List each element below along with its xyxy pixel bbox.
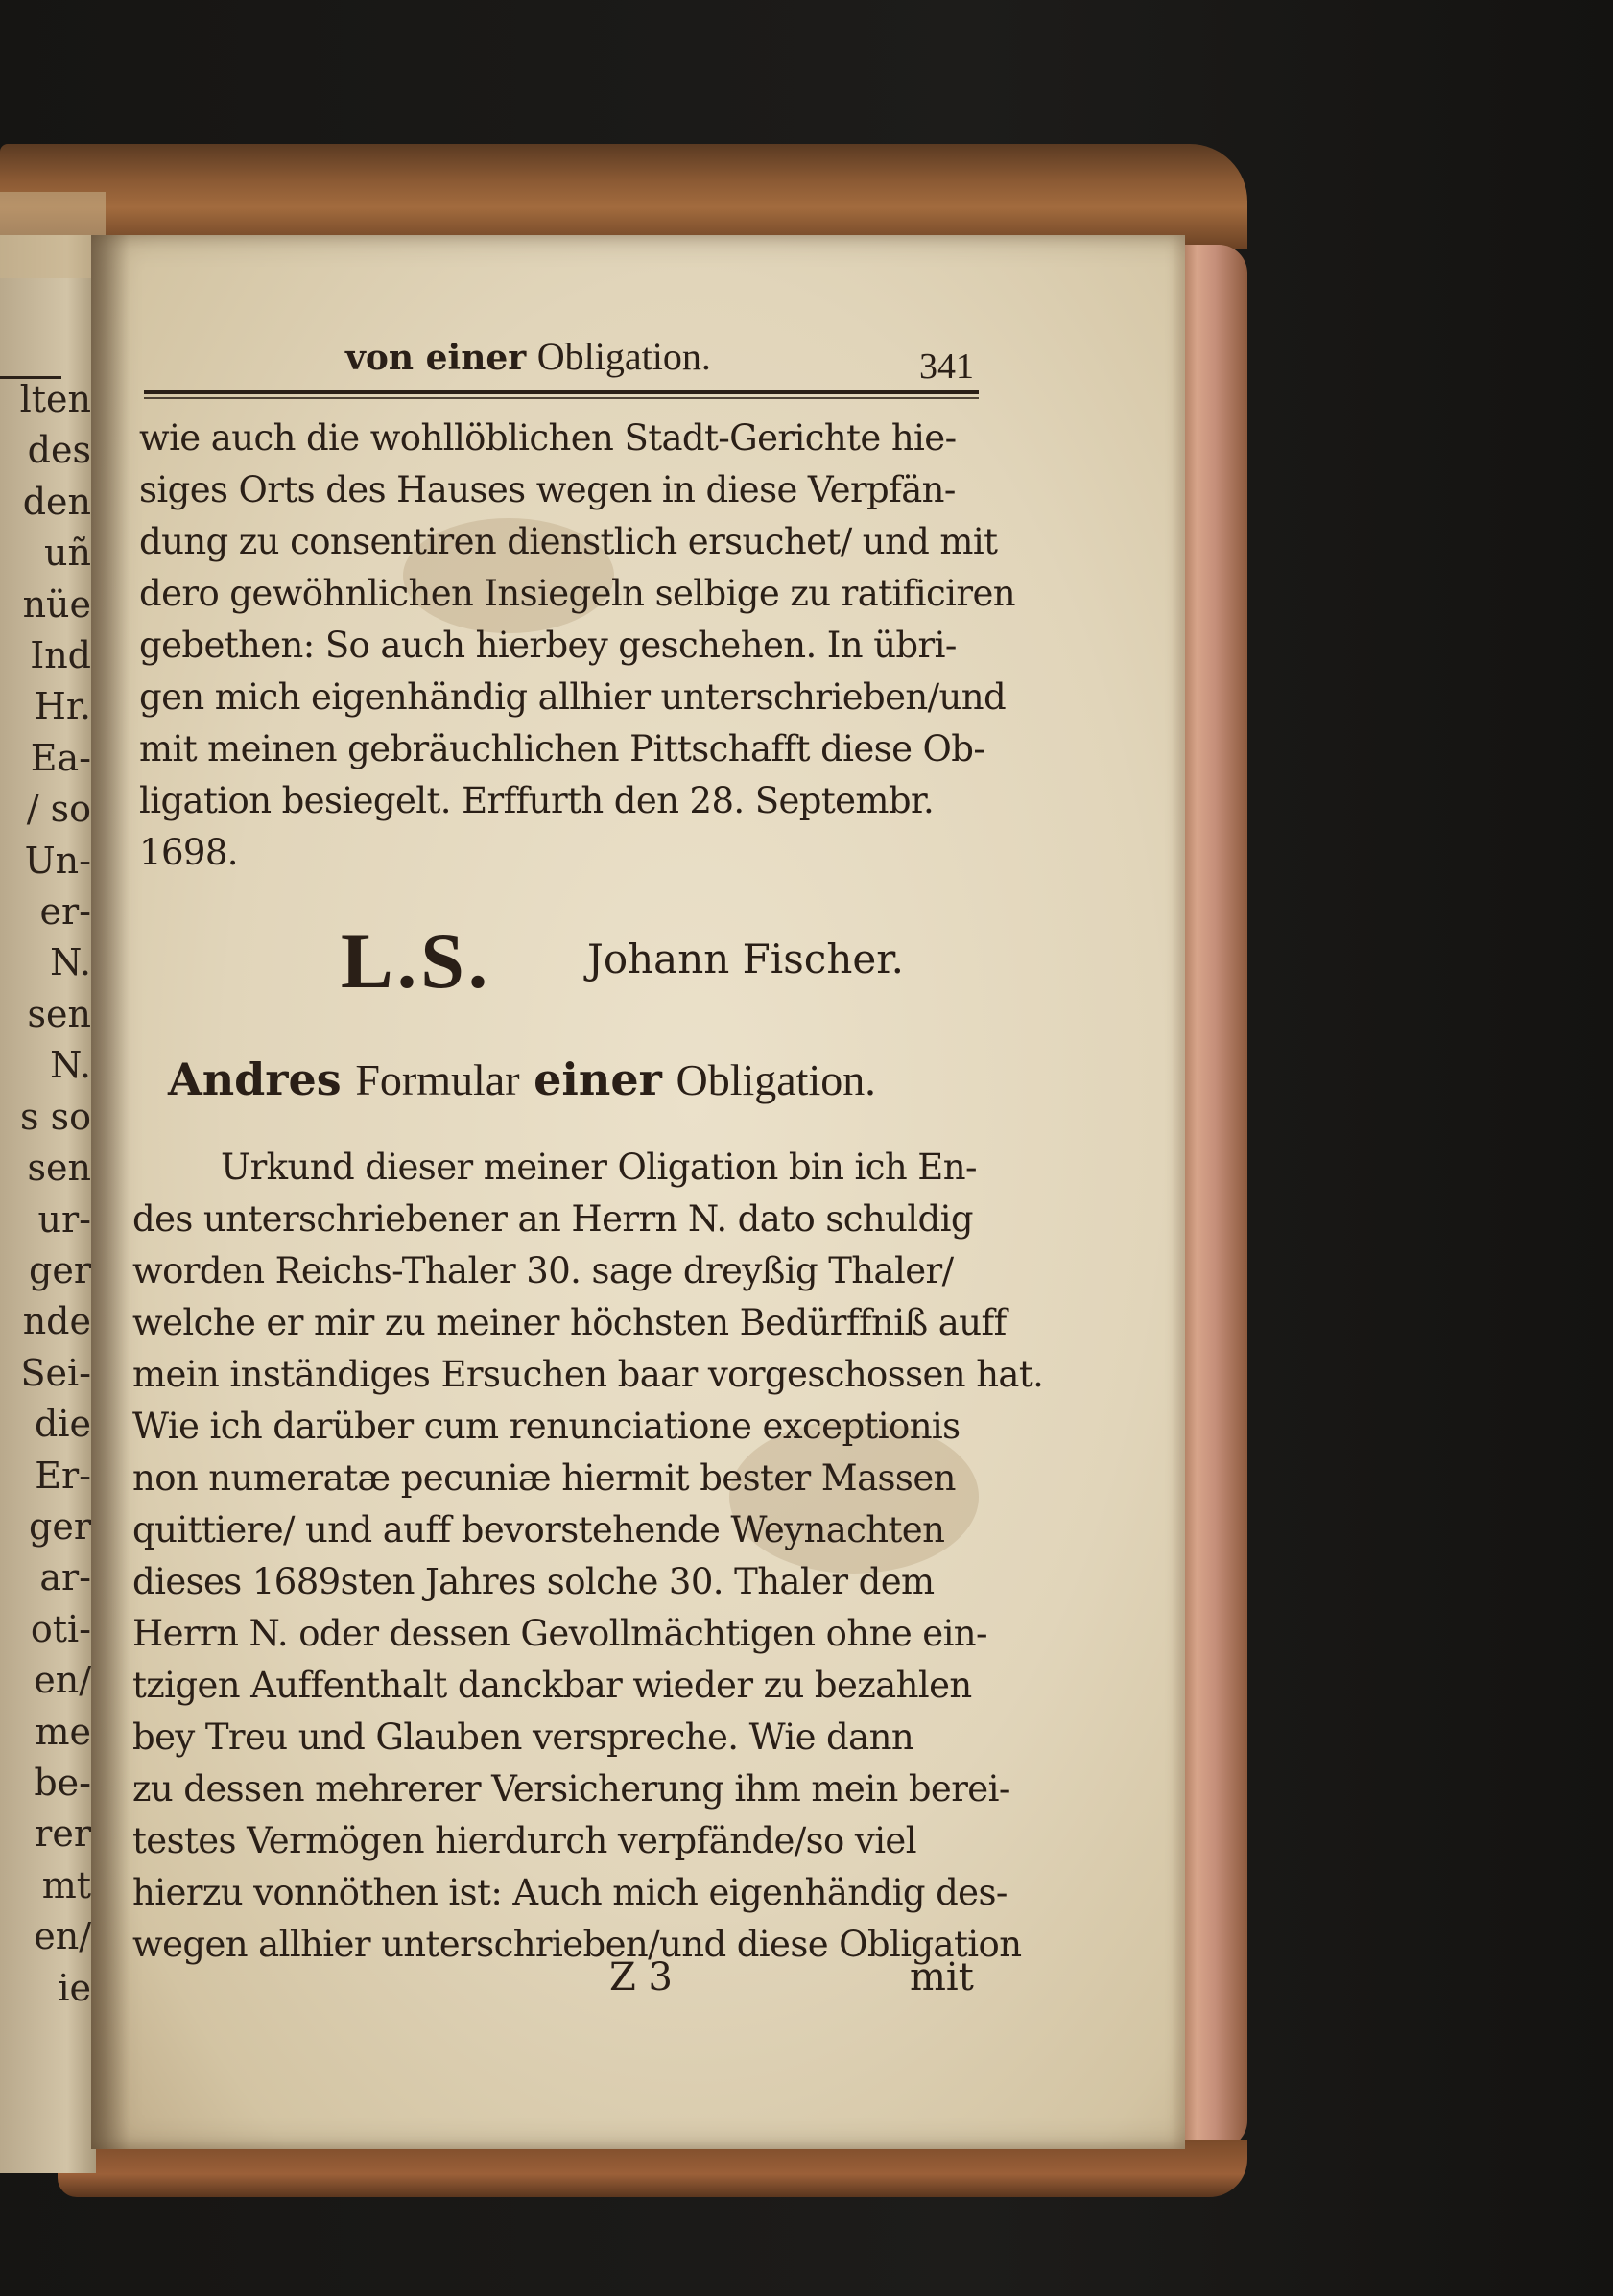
previous-page-fragment: sen — [27, 1147, 91, 1190]
running-title-roman: Obligation. — [536, 335, 711, 378]
previous-page-fragment: ur- — [37, 1197, 91, 1241]
book-corner-left — [0, 192, 106, 278]
previous-page-fragment: ie — [58, 1966, 91, 2009]
book-edge-right — [1175, 245, 1247, 2149]
text-line: wegen allhier unterschrieben/und diese Obligation — [132, 1924, 1022, 1965]
text-line: zu dessen mehrerer Versicherung ihm mein berei- — [132, 1768, 1010, 1810]
previous-page-fragment: / so — [26, 788, 91, 831]
previous-page-fragment: nüe — [22, 582, 91, 626]
text-line: Wie ich darüber cum renunciatione exceptionis — [132, 1406, 961, 1447]
previous-page-fragment: Hr. — [34, 685, 91, 728]
section-heading — [168, 1053, 876, 1105]
book-binding-top — [0, 144, 1247, 249]
previous-page-fragment: oti- — [30, 1607, 91, 1650]
page-number: 341 — [919, 346, 974, 387]
previous-page-fragment: nde — [22, 1300, 91, 1343]
header-rule-thin — [144, 397, 979, 399]
previous-page-fragment: me — [35, 1710, 91, 1753]
previous-page-fragment: en/ — [34, 1915, 91, 1958]
previous-page-fragment: Sei- — [20, 1351, 91, 1394]
catchword: mit — [910, 1955, 974, 2000]
text-line: testes Vermögen hierdurch verpfände/so viel — [132, 1820, 916, 1861]
text-line: welche er mir zu meiner höchsten Bedürffniß auff — [132, 1302, 1007, 1343]
text-line: ligation besiegelt. Erffurth den 28. Septembr. — [139, 780, 935, 821]
running-title-fraktur: von einer — [345, 338, 527, 378]
paragraph-1 — [139, 413, 1015, 879]
header-rule — [144, 390, 979, 394]
text-line: quittiere/ und auff bevorstehende Weynachten — [132, 1509, 945, 1550]
text-line: hierzu vonnöthen ist: Auch mich eigenhändig des- — [132, 1872, 1008, 1913]
signature-mark: Z 3 — [609, 1955, 673, 2000]
text-line: 1698. — [139, 832, 238, 873]
previous-page-fragment: N. — [50, 1044, 91, 1087]
previous-page-fragment: be- — [34, 1761, 91, 1804]
previous-page-fragment: uñ — [44, 532, 91, 575]
previous-page-fragment: rer — [35, 1812, 91, 1856]
locus-sigilli: L.S. — [341, 917, 492, 1005]
previous-page-fragment: die — [35, 1403, 91, 1446]
previous-page-fragment: Un- — [24, 839, 91, 882]
text-line: dero gewöhnlichen Insiegeln selbige zu ratificiren — [139, 573, 1015, 614]
previous-page-fragment: Er- — [35, 1454, 91, 1497]
heading-word: Andres — [168, 1053, 342, 1105]
previous-page-fragment: ger — [29, 1248, 91, 1291]
text-line: non numeratæ pecuniæ hiermit bester Massen — [132, 1457, 956, 1499]
previous-page-fragment: Ea- — [30, 736, 91, 779]
previous-page-fragment: N. — [50, 941, 91, 984]
previous-page-fragment: er- — [39, 890, 91, 934]
text-line: bey Treu und Glauben verspreche. Wie dann — [132, 1716, 914, 1758]
previous-page-text — [0, 374, 91, 2014]
heading-word: Obligation. — [676, 1055, 876, 1104]
signature-name: Johann Fischer. — [587, 935, 905, 982]
previous-page-fragment: s so — [20, 1095, 91, 1138]
previous-page-fragment: en/ — [34, 1659, 91, 1702]
previous-page-fragment: mt — [41, 1863, 91, 1906]
paragraph-2 — [132, 1142, 1044, 1971]
previous-page-fragment: den — [22, 480, 91, 523]
text-line: mein inständiges Ersuchen baar vorgeschossen hat. — [132, 1354, 1044, 1395]
text-line: gebethen: So auch hierbey geschehen. In übri- — [139, 625, 957, 666]
previous-page-fragment: ger — [29, 1504, 91, 1548]
previous-page-fragment: lten — [19, 378, 91, 420]
text-line: mit meinen gebräuchlichen Pittschafft diese Ob- — [139, 728, 985, 769]
text-line: dieses 1689sten Jahres solche 30. Thaler dem — [132, 1561, 935, 1602]
previous-page-fragment: des — [27, 429, 91, 472]
text-line: Urkund dieser meiner Oligation bin ich En- — [221, 1147, 977, 1188]
text-line: dung zu consentiren dienstlich ersuchet/ und mit — [139, 521, 998, 562]
text-line: des unterschriebener an Herrn N. dato schuldig — [132, 1198, 973, 1240]
text-line: worden Reichs-Thaler 30. sage dreyßig Thaler/ — [132, 1250, 954, 1291]
previous-page-fragment: ar- — [39, 1556, 91, 1599]
heading-word: Formular — [355, 1055, 520, 1104]
page-gutter-shadow — [91, 235, 130, 2149]
running-header — [345, 334, 979, 382]
heading-word: einer — [534, 1053, 662, 1105]
text-line: wie auch die wohllöblichen Stadt-Gerichte hie- — [139, 417, 957, 459]
text-line: gen mich eigenhändig allhier unterschrieben/und — [139, 676, 1007, 718]
previous-page-fragment: sen — [27, 992, 91, 1035]
text-line: Herrn N. oder dessen Gevollmächtigen ohne ein- — [132, 1613, 987, 1654]
text-line: tzigen Auffenthalt danckbar wieder zu bezahlen — [132, 1665, 972, 1706]
previous-page-fragment: Ind — [30, 634, 91, 677]
text-line: siges Orts des Hauses wegen in diese Verpfän- — [139, 469, 956, 510]
